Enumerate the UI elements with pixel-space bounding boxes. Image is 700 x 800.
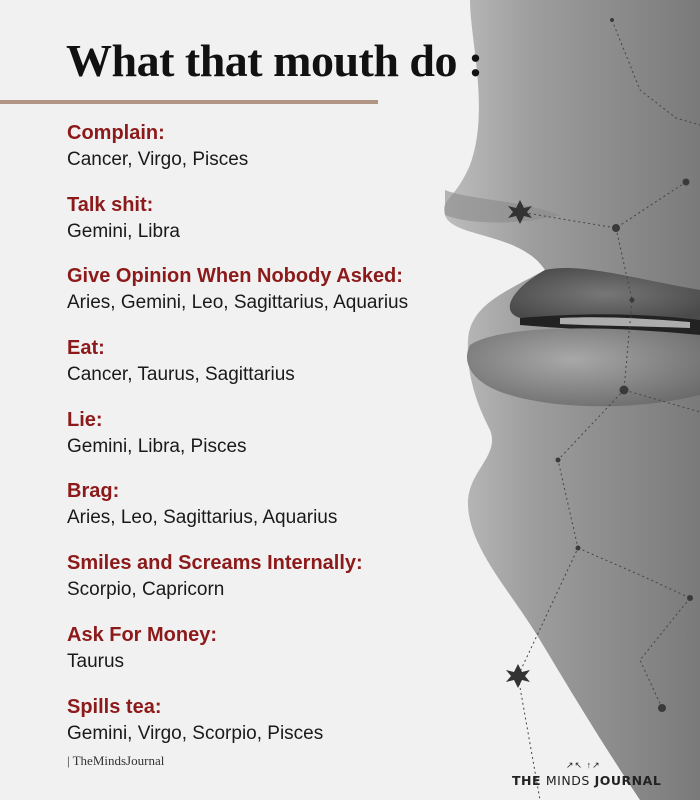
signs-text: Aries, Gemini, Leo, Sagittarius, Aquarius [67,292,409,314]
category-label: Complain: [67,122,165,144]
signs-text: Aries, Leo, Sagittarius, Aquarius [67,507,338,529]
logo-part-minds: MINDS [545,773,590,788]
list-item [67,622,507,694]
list-item [67,192,507,264]
signs-text: Scorpio, Capricorn [67,579,225,601]
signs-text: Gemini, Libra [67,220,180,242]
logo-part-journal: JOURNAL [589,773,662,788]
list-item [67,263,507,335]
category-label: Ask For Money: [67,623,218,646]
category-label: Eat: [67,337,105,360]
list-item [67,120,507,192]
list-item [67,335,507,407]
star-icon [506,664,530,688]
signs-text: Taurus [67,650,125,672]
trait-list [67,120,507,765]
brand-logo [512,760,672,792]
logo-part-the: THE [512,773,546,788]
list-item [67,407,507,479]
signs-text: Gemini, Virgo, Scorpio, Pisces [67,722,324,744]
birds-icon: ↗↖ ↑↗ [566,760,601,770]
category-label: Smiles and Screams Internally: [67,552,363,575]
title-divider [0,100,378,104]
signs-text: Cancer, Taurus, Sagittarius [67,364,295,386]
signs-text: Cancer, Virgo, Pisces [67,149,249,170]
category-label: Lie: [67,408,103,431]
category-label: Give Opinion When Nobody Asked: [67,265,403,288]
list-item [67,478,507,550]
credit-text: | TheMindsJournal [67,753,165,768]
signs-text: Gemini, Libra, Pisces [67,435,247,457]
page-title: What that mouth do : [66,35,483,86]
logo-text [512,773,661,788]
list-item [67,550,507,622]
category-label: Spills tea: [67,695,162,718]
category-label: Brag: [67,480,120,503]
category-label: Talk shit: [67,193,154,216]
